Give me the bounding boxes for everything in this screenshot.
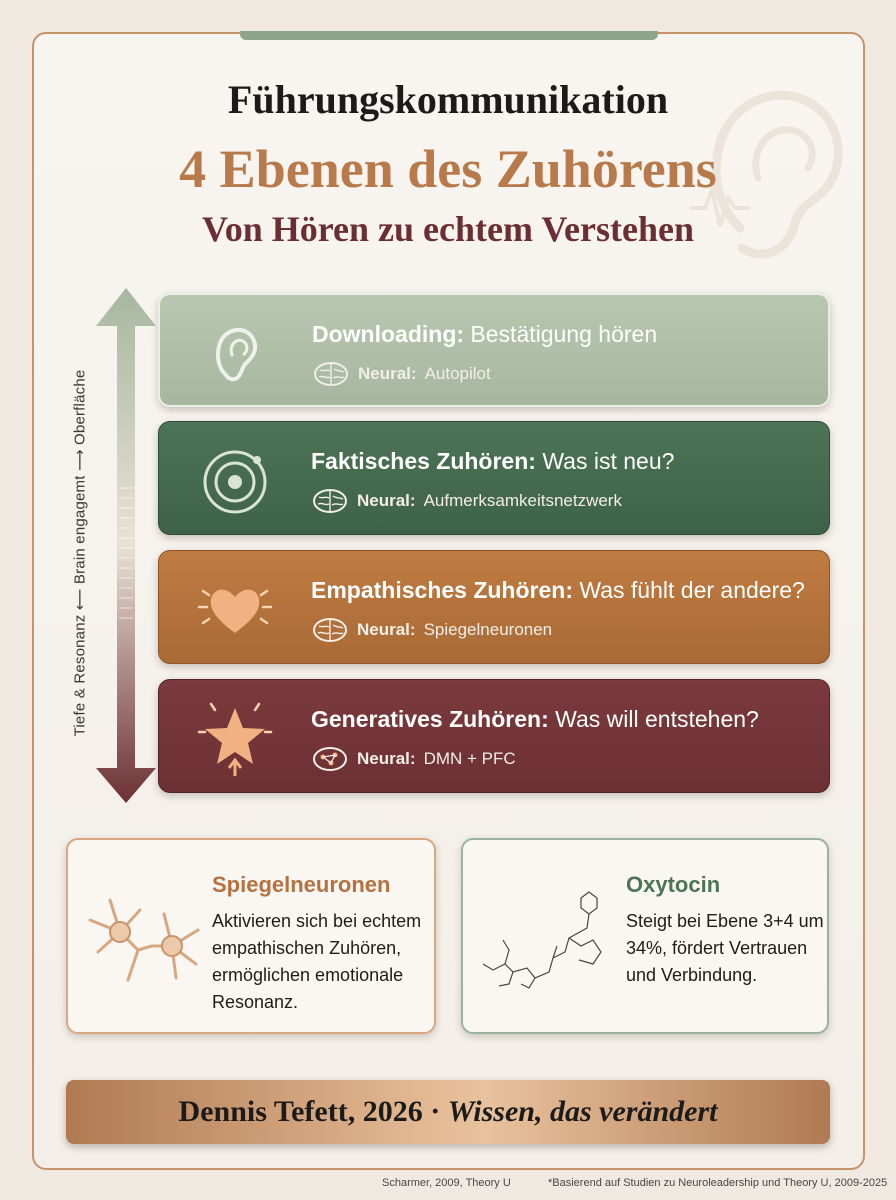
- target-icon: [195, 440, 275, 520]
- molecule-icon: [469, 880, 619, 1000]
- level-empathisch: [158, 550, 830, 664]
- level-faktisch: [158, 421, 830, 535]
- title-levels: 4 Ebenen des Zuhörens: [179, 139, 717, 199]
- level-neural: Neural: Autopilot: [312, 361, 491, 387]
- banner-tagline: Wissen, das verändert: [447, 1095, 718, 1128]
- star-icon: [195, 698, 275, 778]
- banner-author: Dennis Tefett, 2026 ·: [178, 1095, 448, 1128]
- title-main: Führungskommunikation: [227, 77, 669, 122]
- info-text: Aktivieren sich bei echtem empathischen Zuhören, ermöglichen emotionale Resonanz.: [212, 911, 422, 1012]
- footer-note: *Basierend auf Studien zu Neuroleadership und Theory U, 2009-2025: [548, 1177, 888, 1189]
- footer-source: Scharmer, 2009, Theory U: [382, 1177, 511, 1189]
- info-title: Oxytocin: [626, 872, 721, 897]
- info-card-oxytocin: [461, 838, 829, 1034]
- level-generativ: [158, 679, 830, 793]
- top-accent-bar: [240, 31, 658, 40]
- level-title: Empathisches Zuhören: Was fühlt der andere?: [311, 577, 805, 603]
- level-neural: Neural: Aufmerksamkeitsnetzwerk: [311, 488, 622, 514]
- level-neural: Neural: DMN + PFC: [311, 746, 516, 772]
- level-title: Faktisches Zuhören: Was ist neu?: [311, 448, 675, 474]
- axis-label: Tiefe & Resonanz ⟵ Brain engagemt ⟶ Oberfläche: [71, 369, 89, 737]
- neuron-icon: [80, 880, 204, 990]
- info-title: Spiegelneuronen: [212, 872, 391, 897]
- ear-icon: [196, 313, 276, 393]
- heart-icon: [195, 569, 275, 649]
- subtitle: Von Hören zu echtem Verstehen: [202, 209, 694, 249]
- brain-icon: [311, 617, 349, 643]
- brain-icon: [312, 361, 350, 387]
- brain-network-icon: [311, 746, 349, 772]
- level-neural: Neural: Spiegelneuronen: [311, 617, 552, 643]
- author-banner: [66, 1080, 830, 1144]
- level-title: Downloading: Bestätigung hören: [312, 321, 658, 347]
- brain-icon: [311, 488, 349, 514]
- level-title: Generatives Zuhören: Was will entstehen?: [311, 706, 759, 732]
- info-card-spiegelneuronen: [66, 838, 436, 1034]
- info-text: Steigt bei Ebene 3+4 um 34%, fördert Vertrauen und Verbindung.: [626, 911, 824, 985]
- level-downloading: [158, 293, 830, 407]
